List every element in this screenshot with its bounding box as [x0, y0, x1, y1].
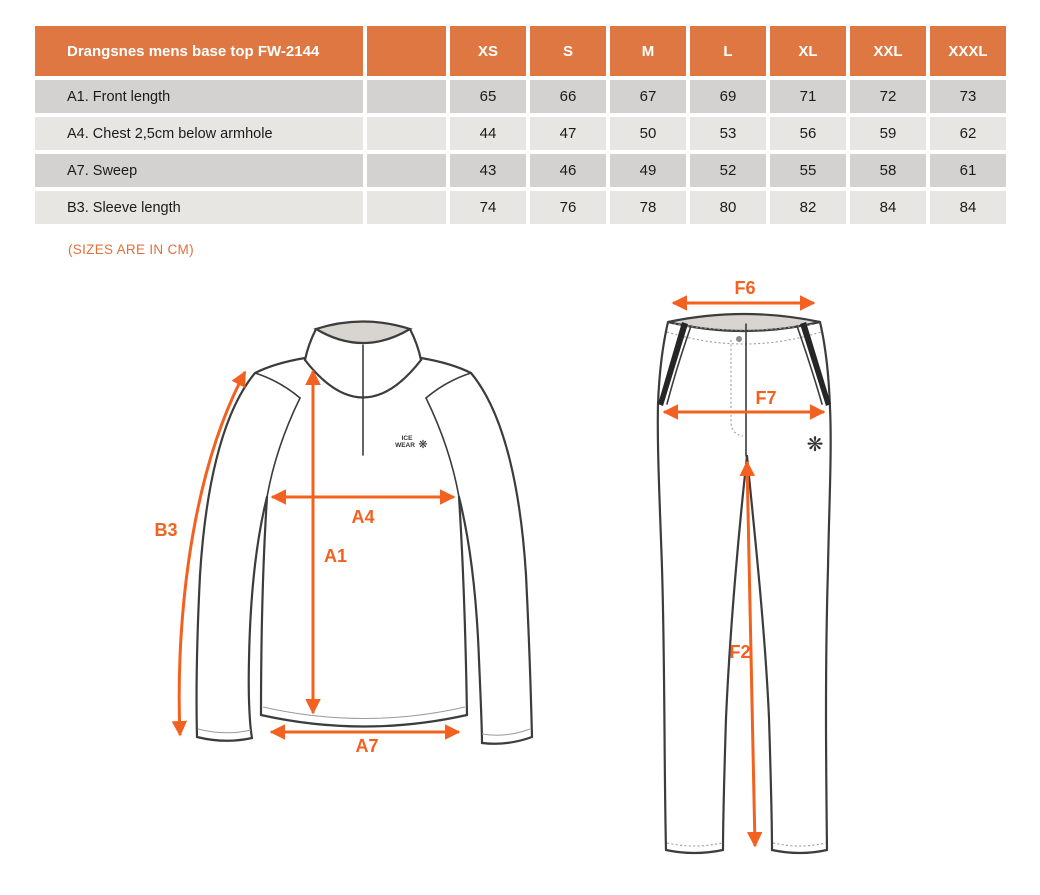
- size-table-row: [35, 80, 1006, 113]
- row-value: 59: [850, 117, 926, 150]
- row-value: 43: [450, 154, 526, 187]
- row-value: 49: [610, 154, 686, 187]
- size-table: [35, 26, 1006, 228]
- pants-measurements: [664, 278, 824, 846]
- row-label: A7. Sweep: [35, 154, 363, 187]
- size-table-row: [35, 154, 1006, 187]
- sizes-note: (SIZES ARE IN CM): [68, 242, 194, 257]
- pants-diagram: [625, 278, 895, 878]
- row-value: 72: [850, 80, 926, 113]
- svg-text:ICE: ICE: [401, 435, 413, 442]
- row-value: 84: [850, 191, 926, 224]
- size-table-row: [35, 117, 1006, 150]
- f6-label: F6: [734, 278, 756, 298]
- row-spacer-cell: [367, 191, 446, 224]
- base-top-diagram: [140, 285, 600, 775]
- row-value: 65: [450, 80, 526, 113]
- row-value: 47: [530, 117, 606, 150]
- row-value: 56: [770, 117, 846, 150]
- row-label: B3. Sleeve length: [35, 191, 363, 224]
- size-col-header: XXL: [850, 26, 926, 76]
- header-spacer-cell: [367, 26, 446, 76]
- a7-label: A7: [355, 736, 379, 756]
- snowflake-icon: ❋: [806, 434, 824, 456]
- size-col-header: S: [530, 26, 606, 76]
- row-value: 50: [610, 117, 686, 150]
- row-label: A1. Front length: [35, 80, 363, 113]
- row-label: A4. Chest 2,5cm below armhole: [35, 117, 363, 150]
- size-col-header: M: [610, 26, 686, 76]
- a4-label: A4: [351, 507, 375, 527]
- svg-text:WEAR: WEAR: [395, 442, 415, 449]
- b3-arrow: [179, 372, 245, 735]
- row-value: 62: [930, 117, 1006, 150]
- row-value: 82: [770, 191, 846, 224]
- row-value: 69: [690, 80, 766, 113]
- f2-label: F2: [729, 642, 751, 662]
- size-table-title: Drangsnes mens base top FW-2144: [35, 26, 363, 76]
- row-value: 66: [530, 80, 606, 113]
- size-col-header: XS: [450, 26, 526, 76]
- row-value: 76: [530, 191, 606, 224]
- f7-label: F7: [755, 388, 777, 408]
- size-col-header: L: [690, 26, 766, 76]
- b3-label: B3: [154, 520, 178, 540]
- row-value: 74: [450, 191, 526, 224]
- row-value: 46: [530, 154, 606, 187]
- row-value: 78: [610, 191, 686, 224]
- left-pocket: [658, 322, 688, 406]
- row-spacer-cell: [367, 80, 446, 113]
- size-col-header: XXXL: [930, 26, 1006, 76]
- row-spacer-cell: [367, 154, 446, 187]
- row-value: 80: [690, 191, 766, 224]
- pants-figure: [658, 314, 831, 853]
- waist-button: [736, 336, 742, 342]
- a1-label: A1: [324, 546, 348, 566]
- row-value: 52: [690, 154, 766, 187]
- collar-opening: [316, 322, 410, 344]
- snowflake-icon: ❋: [418, 439, 428, 451]
- row-value: 71: [770, 80, 846, 113]
- row-spacer-cell: [367, 117, 446, 150]
- row-value: 53: [690, 117, 766, 150]
- row-value: 44: [450, 117, 526, 150]
- row-value: 73: [930, 80, 1006, 113]
- base-top-figure: [197, 322, 532, 744]
- row-value: 84: [930, 191, 1006, 224]
- size-col-header: XL: [770, 26, 846, 76]
- row-value: 55: [770, 154, 846, 187]
- size-table-row: [35, 191, 1006, 224]
- size-table-header-row: [35, 26, 1006, 76]
- icewear-logo: [395, 435, 428, 451]
- row-value: 58: [850, 154, 926, 187]
- row-value: 61: [930, 154, 1006, 187]
- row-value: 67: [610, 80, 686, 113]
